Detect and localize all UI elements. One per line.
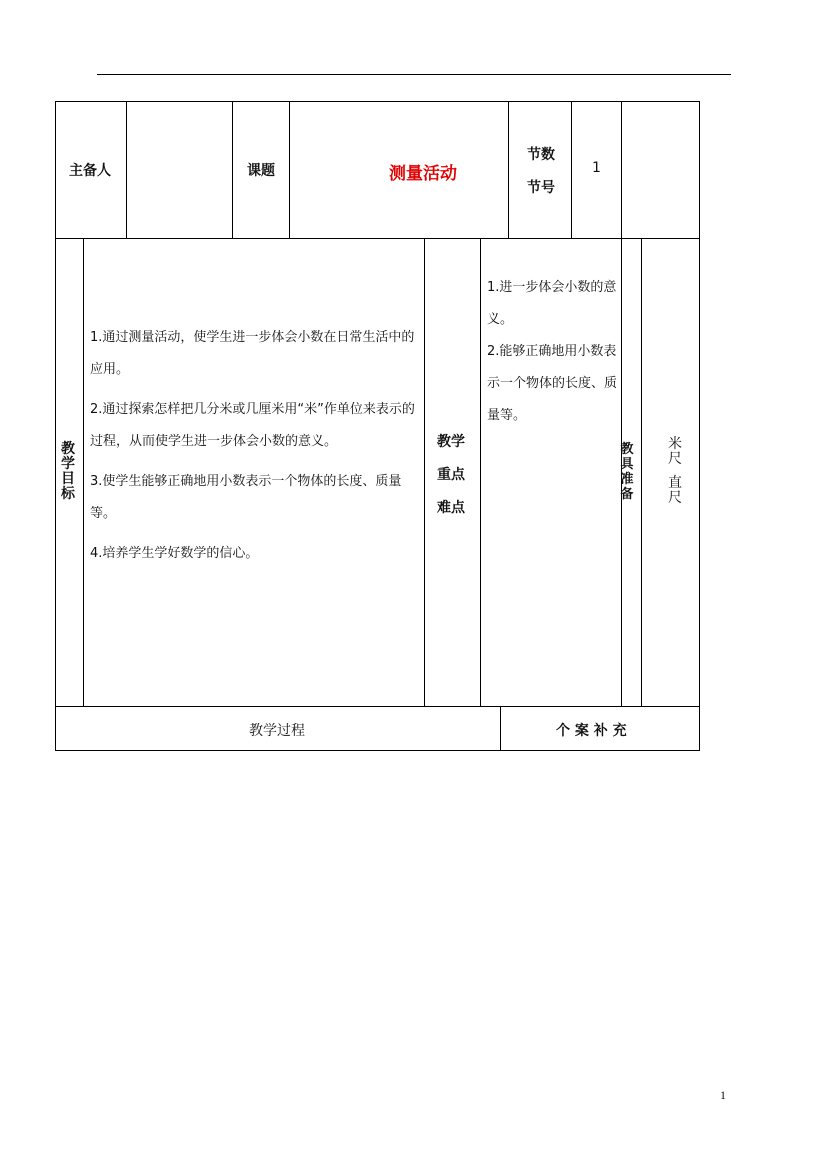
objectives-label: 教学目标 <box>61 441 75 502</box>
col-divider <box>424 238 425 706</box>
section-count-label: 节数 <box>527 147 555 163</box>
prep-label: 教具准备 <box>620 442 634 502</box>
key-points-list <box>487 272 617 440</box>
col-divider <box>232 101 233 238</box>
section-number-label: 节号 <box>527 180 555 196</box>
topic-label: 课题 <box>247 163 275 179</box>
prep-item-straightedge: 直尺 <box>668 475 682 506</box>
key-points-label-1: 教学 <box>437 434 465 450</box>
objective-item: 1.通过测量活动，使学生进一步体会小数在日常生活中的应用。 <box>90 330 415 377</box>
key-point-item: 2.能够正确地用小数表示一个物体的长度、质量等。 <box>487 344 618 423</box>
col-divider <box>126 101 127 238</box>
objective-item: 2.通过探索怎样把几分米或几厘米用“米”作单位来表示的过程，从而使学生进一步体会小数的意义。 <box>90 402 415 449</box>
header-rule <box>97 74 731 75</box>
page-number: 1 <box>720 1088 726 1102</box>
preparer-label: 主备人 <box>69 163 111 179</box>
col-divider <box>571 101 572 238</box>
key-points-label-2: 重点 <box>437 467 465 483</box>
col-divider <box>508 101 509 238</box>
supplement-label: 个 案 补 充 <box>556 723 627 739</box>
row-divider-1 <box>55 238 700 239</box>
col-divider <box>289 101 290 238</box>
col-divider <box>500 706 501 751</box>
objective-item: 4.培养学生学好数学的信心。 <box>90 546 259 561</box>
prep-item-ruler: 米尺 <box>668 436 682 467</box>
col-divider <box>621 101 622 238</box>
row-divider-2 <box>55 706 700 707</box>
topic-value: 测量活动 <box>389 164 457 184</box>
process-label: 教学过程 <box>249 723 305 739</box>
objectives-list <box>90 322 420 578</box>
col-divider <box>480 238 481 706</box>
col-divider <box>83 238 84 706</box>
objective-item: 3.使学生能够正确地用小数表示一个物体的长度、质量等。 <box>90 474 402 521</box>
section-value: 1 <box>592 160 601 176</box>
key-points-label-3: 难点 <box>437 500 465 516</box>
key-point-item: 1.进一步体会小数的意义。 <box>487 280 617 327</box>
col-divider <box>641 238 642 706</box>
